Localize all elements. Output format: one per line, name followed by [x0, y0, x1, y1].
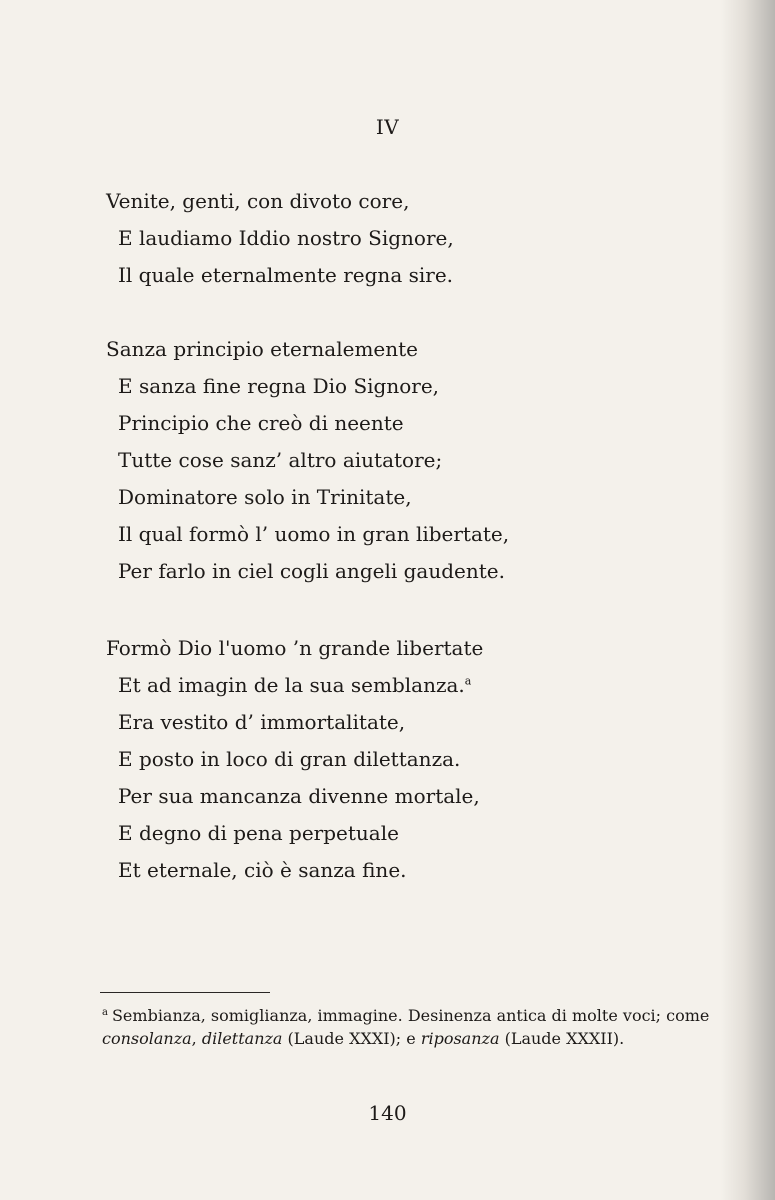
verse-line: E posto in loco di gran dilettanza.: [118, 747, 461, 771]
footnote-italic-term: riposanza: [420, 1029, 500, 1048]
footnote-divider: [100, 992, 270, 993]
footnote-reference[interactable]: a: [464, 674, 472, 688]
verse-line: Tutte cose sanz’ altro aiutatore;: [118, 448, 443, 472]
footnote-italic-term: consolanza: [102, 1029, 192, 1048]
verse-line: E laudiamo Iddio nostro Signore,: [118, 226, 454, 250]
verse-line: Principio che creò di neente: [118, 411, 404, 435]
section-title: IV: [375, 115, 400, 139]
verse-line: Per sua mancanza divenne mortale,: [118, 784, 480, 808]
footnote-separator: ,: [191, 1029, 202, 1048]
verse-line: Il quale eternalmente regna sire.: [118, 263, 454, 287]
verse-line: E sanza fine regna Dio Signore,: [118, 374, 440, 398]
stanza-3: [106, 630, 626, 889]
verse-text: Et ad imagin de la sua semblanza.: [118, 673, 465, 697]
verse-line: Il qual formò l’ uomo in gran libertate,: [118, 522, 510, 546]
page-number: 140: [368, 1101, 407, 1125]
verse-line: Sanza principio eternalemente: [106, 337, 419, 361]
verse-line: Dominatore solo in Trinitate,: [118, 485, 412, 509]
verse-line: Per farlo in ciel cogli angeli gaudente.: [118, 559, 505, 583]
verse-line-with-footnote: [106, 667, 626, 704]
stanza-1: [106, 183, 626, 294]
stanza-2: [106, 331, 626, 590]
footnote-text: Sembianza, somiglianza, immagine. Desinenza antica di molte voci; come: [111, 1006, 710, 1025]
verse-line: Venite, genti, con divoto core,: [106, 189, 410, 213]
footnote: [102, 1004, 742, 1050]
footnote-mark: a: [102, 1006, 108, 1018]
footnote-italic-term: dilettanza: [201, 1029, 283, 1048]
footnote-text: (Laude XXXII).: [499, 1029, 625, 1048]
verse-line: Et eternale, ciò è sanza fine.: [118, 858, 407, 882]
verse-line: E degno di pena perpetuale: [118, 821, 399, 845]
footnote-text: (Laude XXXI); e: [282, 1029, 421, 1048]
verse-line: Era vestito d’ immortalitate,: [118, 710, 406, 734]
verse-line: Formò Dio l'uomo ’n grande libertate: [106, 636, 484, 660]
